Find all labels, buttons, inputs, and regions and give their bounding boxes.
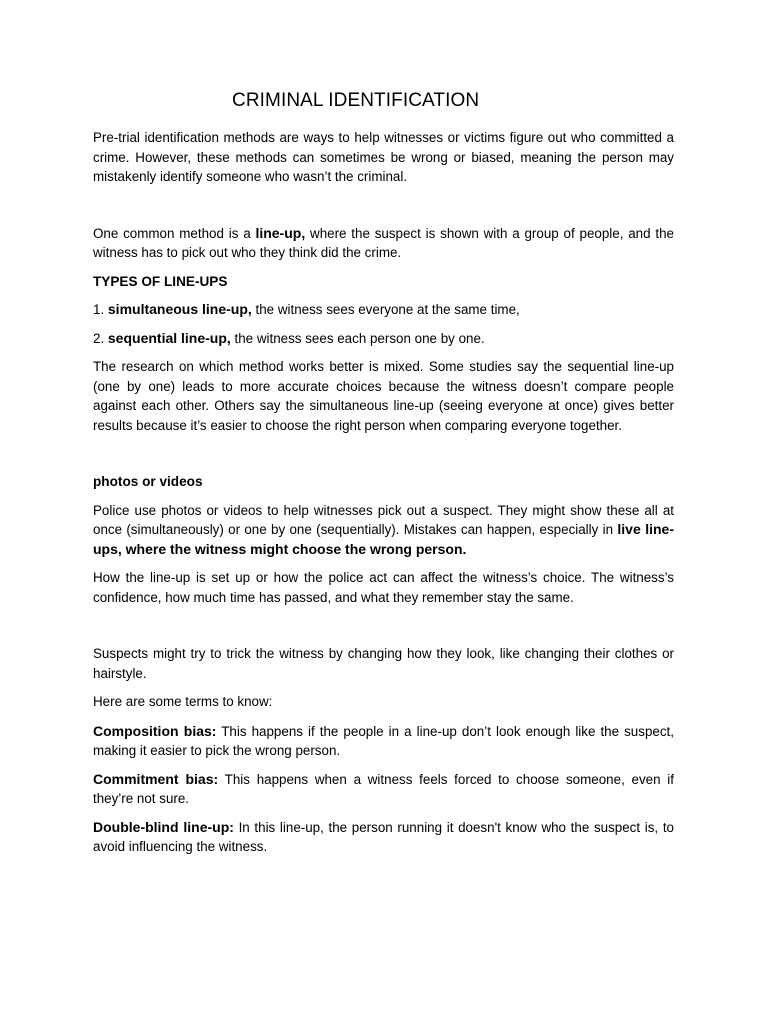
photos-text: Police use photos or videos to help witnesses pick out a suspect. They might show these all at once (simultaneously) or one by one (sequentially). Mistakes can happen, especially in bbox=[93, 502, 674, 537]
type-text: the witness sees each person one by one. bbox=[230, 330, 485, 346]
type-number: 2. bbox=[93, 330, 108, 346]
document-title: CRIMINAL IDENTIFICATION bbox=[232, 90, 480, 111]
term-text: In this line-up, the person running it doesn't know who the suspect is, to avoid influencing the witness. bbox=[93, 819, 674, 854]
photos-heading: photos or videos bbox=[93, 474, 203, 489]
spacer bbox=[93, 291, 674, 300]
spacer bbox=[93, 320, 674, 329]
spacer bbox=[93, 761, 674, 770]
lineup-term: line-up, bbox=[255, 224, 306, 241]
spacer bbox=[93, 187, 674, 224]
spacer bbox=[93, 559, 674, 568]
term-label: Commitment bias: bbox=[93, 770, 219, 787]
type-term: sequential line-up, bbox=[107, 329, 231, 346]
spacer bbox=[93, 263, 674, 272]
setup-paragraph: How the line-up is set up or how the police act can affect the witness’s choice. The witness’s confidence, how much time has passed, and what they remember stay the same. bbox=[93, 570, 674, 605]
document-page bbox=[93, 88, 674, 857]
term-commitment-bias bbox=[93, 770, 674, 809]
term-label: Composition bias: bbox=[93, 722, 217, 739]
spacer bbox=[93, 809, 674, 818]
term-text: This happens if the people in a line-up don’t look enough like the suspect, making it easier to pick the wrong person. bbox=[93, 723, 674, 758]
term-composition-bias bbox=[93, 722, 674, 761]
spacer bbox=[93, 712, 674, 722]
types-heading: TYPES OF LINE-UPS bbox=[93, 273, 228, 289]
spacer bbox=[93, 348, 674, 357]
suspects-paragraph: Suspects might try to trick the witness by changing how they look, like changing their clothes or hairstyle. bbox=[93, 646, 674, 681]
spacer bbox=[93, 435, 674, 472]
type-item-1 bbox=[93, 300, 674, 320]
type-item-2 bbox=[93, 329, 674, 349]
term-text: This happens when a witness feels forced to choose someone, even if they’re not sure. bbox=[93, 771, 675, 806]
intro-paragraph: Pre-trial identification methods are ways to help witnesses or victims figure out who committed a crime. However, these methods can sometimes be wrong or biased, meaning the person may mistakenly identify someone who wasn’t the criminal. bbox=[93, 130, 674, 184]
type-number: 1. bbox=[93, 302, 108, 317]
spacer bbox=[93, 492, 674, 501]
lineup-after: where the suspect is shown with a group of people, and the witness has to pick out who they think did the crime. bbox=[93, 225, 674, 260]
spacer bbox=[93, 607, 674, 644]
research-paragraph: The research on which method works better is mixed. Some studies say the sequential line-up (one by one) leads to more accurate choices because the witness doesn’t compare people against each other. Others say the simultaneous line-up (seeing everyone at once) gives better results because it’s easier to choose the right person when comparing everyone together. bbox=[93, 359, 674, 433]
type-term: simultaneous line-up, bbox=[107, 301, 252, 317]
term-label: Double-blind line-up: bbox=[93, 818, 234, 835]
photos-bold: live line-ups, where the witness might choose the wrong person. bbox=[93, 521, 674, 557]
term-double-blind bbox=[93, 818, 674, 857]
photos-paragraph bbox=[93, 501, 674, 560]
terms-intro: Here are some terms to know: bbox=[93, 694, 273, 709]
lineup-before: One common method is a bbox=[93, 225, 256, 241]
type-text: the witness sees everyone at the same time, bbox=[251, 302, 520, 317]
spacer bbox=[93, 683, 674, 692]
lineup-paragraph bbox=[93, 224, 674, 263]
